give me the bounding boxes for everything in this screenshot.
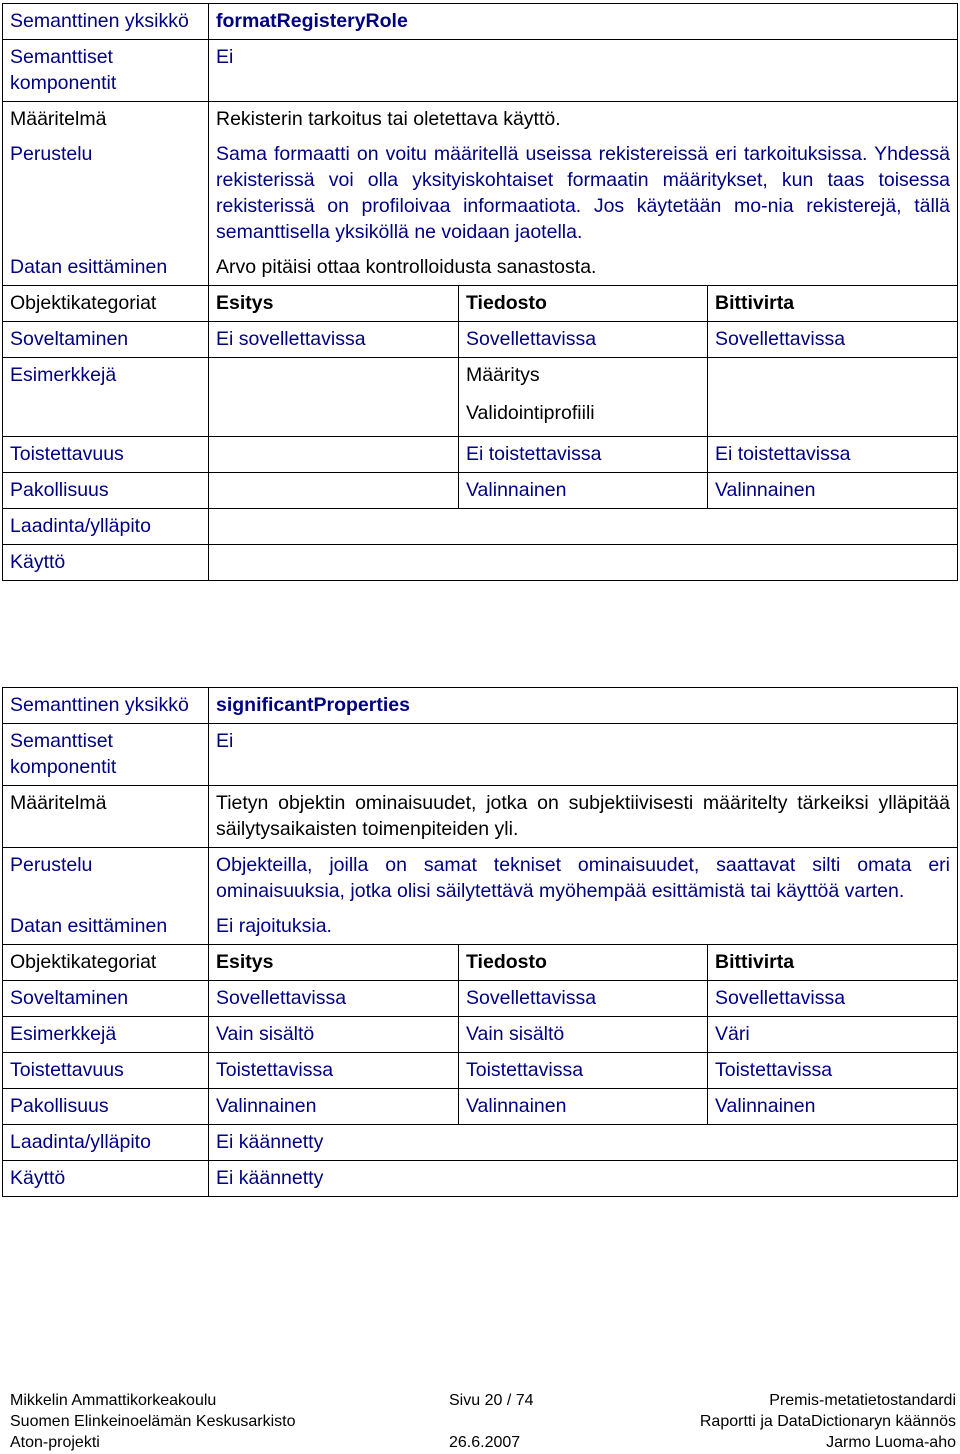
- footer-author: Jarmo Luoma-aho: [826, 1434, 956, 1451]
- table-row: [3, 137, 958, 250]
- table-row: [3, 1053, 958, 1089]
- applicability-esitys: Ei sovellettavissa: [209, 322, 459, 358]
- data-representation-value: Arvo pitäisi ottaa kontrolloidusta sanastosta.: [209, 250, 958, 286]
- table-row: [3, 1161, 958, 1197]
- table-row: [3, 945, 958, 981]
- column-header-esitys: Esitys: [209, 286, 459, 322]
- examples-label: Esimerkkejä: [3, 1017, 209, 1053]
- table-row: [3, 1089, 958, 1125]
- obligation-tiedosto: Valinnainen: [459, 473, 708, 509]
- repeatability-bittivirta: Ei toistettavissa: [708, 437, 958, 473]
- semantic-components-value: Ei: [209, 40, 958, 102]
- semantic-components-label: Semanttiset komponentit: [3, 40, 209, 102]
- table-row: [3, 437, 958, 473]
- usage-label: Käyttö: [3, 1161, 209, 1197]
- footer-document-title: Premis-metatietostandardi: [769, 1392, 956, 1409]
- examples-tiedosto: Vain sisältö: [459, 1017, 708, 1053]
- footer-row: [10, 1432, 956, 1453]
- column-header-tiedosto: Tiedosto: [459, 286, 708, 322]
- repeatability-tiedosto: Toistettavissa: [459, 1053, 708, 1089]
- data-representation-label: Datan esittäminen: [3, 250, 209, 286]
- object-categories-label: Objektikategoriat: [3, 945, 209, 981]
- column-header-bittivirta: Bittivirta: [708, 945, 958, 981]
- table-row: [3, 848, 958, 910]
- applicability-tiedosto: Sovellettavissa: [459, 981, 708, 1017]
- footer-date: 26.6.2007: [449, 1434, 521, 1451]
- table-row: [3, 1017, 958, 1053]
- rationale-label: Perustelu: [3, 137, 209, 250]
- table-row: [3, 40, 958, 102]
- definition-value: Tietyn objektin ominaisuudet, jotka on subjektiivisesti määritelty tärkeiksi ylläpitää säilytysaikaisten toimenpiteiden yli.: [209, 786, 958, 848]
- table-row: [3, 909, 958, 945]
- table-row: [3, 4, 958, 40]
- obligation-label: Pakollisuus: [3, 1089, 209, 1125]
- example-item: Määritys: [466, 364, 540, 386]
- example-item: Validointiprofiili: [466, 402, 595, 424]
- data-representation-value: Ei rajoituksia.: [209, 909, 958, 945]
- footer-row: [10, 1390, 956, 1411]
- definition-label: Määritelmä: [3, 786, 209, 848]
- rationale-value: Objekteilla, joilla on samat tekniset ominaisuudet, saattavat silti omata eri ominaisuuksia, jotka olisi säilytettävä myöhempää esittämistä tai käyttöä varten.: [209, 848, 958, 910]
- column-header-bittivirta: Bittivirta: [708, 286, 958, 322]
- column-header-esitys: Esitys: [209, 945, 459, 981]
- table-row: [3, 688, 958, 724]
- applicability-bittivirta: Sovellettavissa: [708, 322, 958, 358]
- semantic-unit-label: Semanttinen yksikkö: [3, 688, 209, 724]
- repeatability-tiedosto: Ei toistettavissa: [459, 437, 708, 473]
- column-header-tiedosto: Tiedosto: [459, 945, 708, 981]
- table-row: [3, 473, 958, 509]
- semantic-unit-table-format-registry-role: [2, 3, 958, 581]
- repeatability-bittivirta: Toistettavissa: [708, 1053, 958, 1089]
- examples-tiedosto: [459, 358, 708, 437]
- table-row: [3, 1125, 958, 1161]
- obligation-esitys: Valinnainen: [209, 1089, 459, 1125]
- obligation-esitys: [209, 473, 459, 509]
- usage-value: Ei käännetty: [209, 1161, 958, 1197]
- applicability-label: Soveltaminen: [3, 981, 209, 1017]
- creation-maintenance-label: Laadinta/ylläpito: [3, 509, 209, 545]
- table-row: [3, 981, 958, 1017]
- object-categories-label: Objektikategoriat: [3, 286, 209, 322]
- table-row: [3, 286, 958, 322]
- semantic-unit-table-significant-properties: [2, 687, 958, 1197]
- applicability-bittivirta: Sovellettavissa: [708, 981, 958, 1017]
- examples-esitys: [209, 358, 459, 437]
- applicability-label: Soveltaminen: [3, 322, 209, 358]
- repeatability-label: Toistettavuus: [3, 437, 209, 473]
- footer-row: [10, 1411, 956, 1432]
- table-row: [3, 509, 958, 545]
- definition-value: Rekisterin tarkoitus tai oletettava käyttö.: [209, 102, 958, 138]
- examples-esitys: Vain sisältö: [209, 1017, 459, 1053]
- obligation-tiedosto: Valinnainen: [459, 1089, 708, 1125]
- obligation-label: Pakollisuus: [3, 473, 209, 509]
- footer-page-number: Sivu 20 / 74: [449, 1392, 534, 1409]
- semantic-unit-label: Semanttinen yksikkö: [3, 4, 209, 40]
- table-row: [3, 250, 958, 286]
- table-row: [3, 102, 958, 138]
- rationale-value: Sama formaatti on voitu määritellä useissa rekistereissä eri tarkoituksissa. Yhdessä rekisterissä voi olla yksityiskohtaiset formaatin määritykset, kun taas toisessa rekisterissä on profiloivaa informaatiota. Jos käytetään mo-nia rekisterejä, tällä semanttisella yksiköllä ne voidaan jaotella.: [209, 137, 958, 250]
- repeatability-esitys: Toistettavissa: [209, 1053, 459, 1089]
- footer-organization: Mikkelin Ammattikorkeakoulu: [10, 1392, 217, 1409]
- page-footer: [10, 1390, 956, 1453]
- applicability-esitys: Sovellettavissa: [209, 981, 459, 1017]
- table-row: [3, 724, 958, 786]
- semantic-unit-value: formatRegisteryRole: [209, 4, 958, 40]
- obligation-bittivirta: Valinnainen: [708, 473, 958, 509]
- rationale-label: Perustelu: [3, 848, 209, 910]
- semantic-components-label: Semanttiset komponentit: [3, 724, 209, 786]
- table-row: [3, 545, 958, 581]
- creation-maintenance-value: [209, 509, 958, 545]
- usage-value: [209, 545, 958, 581]
- footer-archive: Suomen Elinkeinoelämän Keskusarkisto: [10, 1413, 296, 1430]
- semantic-components-value: Ei: [209, 724, 958, 786]
- footer-project: Aton-projekti: [10, 1434, 100, 1451]
- creation-maintenance-value: Ei käännetty: [209, 1125, 958, 1161]
- data-representation-label: Datan esittäminen: [3, 909, 209, 945]
- obligation-bittivirta: Valinnainen: [708, 1089, 958, 1125]
- table-row: [3, 322, 958, 358]
- table-row: [3, 358, 958, 437]
- examples-bittivirta: [708, 358, 958, 437]
- applicability-tiedosto: Sovellettavissa: [459, 322, 708, 358]
- creation-maintenance-label: Laadinta/ylläpito: [3, 1125, 209, 1161]
- usage-label: Käyttö: [3, 545, 209, 581]
- repeatability-esitys: [209, 437, 459, 473]
- examples-bittivirta: Väri: [708, 1017, 958, 1053]
- examples-label: Esimerkkejä: [3, 358, 209, 437]
- footer-report-title: Raportti ja DataDictionaryn käännös: [699, 1413, 956, 1430]
- repeatability-label: Toistettavuus: [3, 1053, 209, 1089]
- table-row: [3, 786, 958, 848]
- definition-label: Määritelmä: [3, 102, 209, 138]
- semantic-unit-value: significantProperties: [209, 688, 958, 724]
